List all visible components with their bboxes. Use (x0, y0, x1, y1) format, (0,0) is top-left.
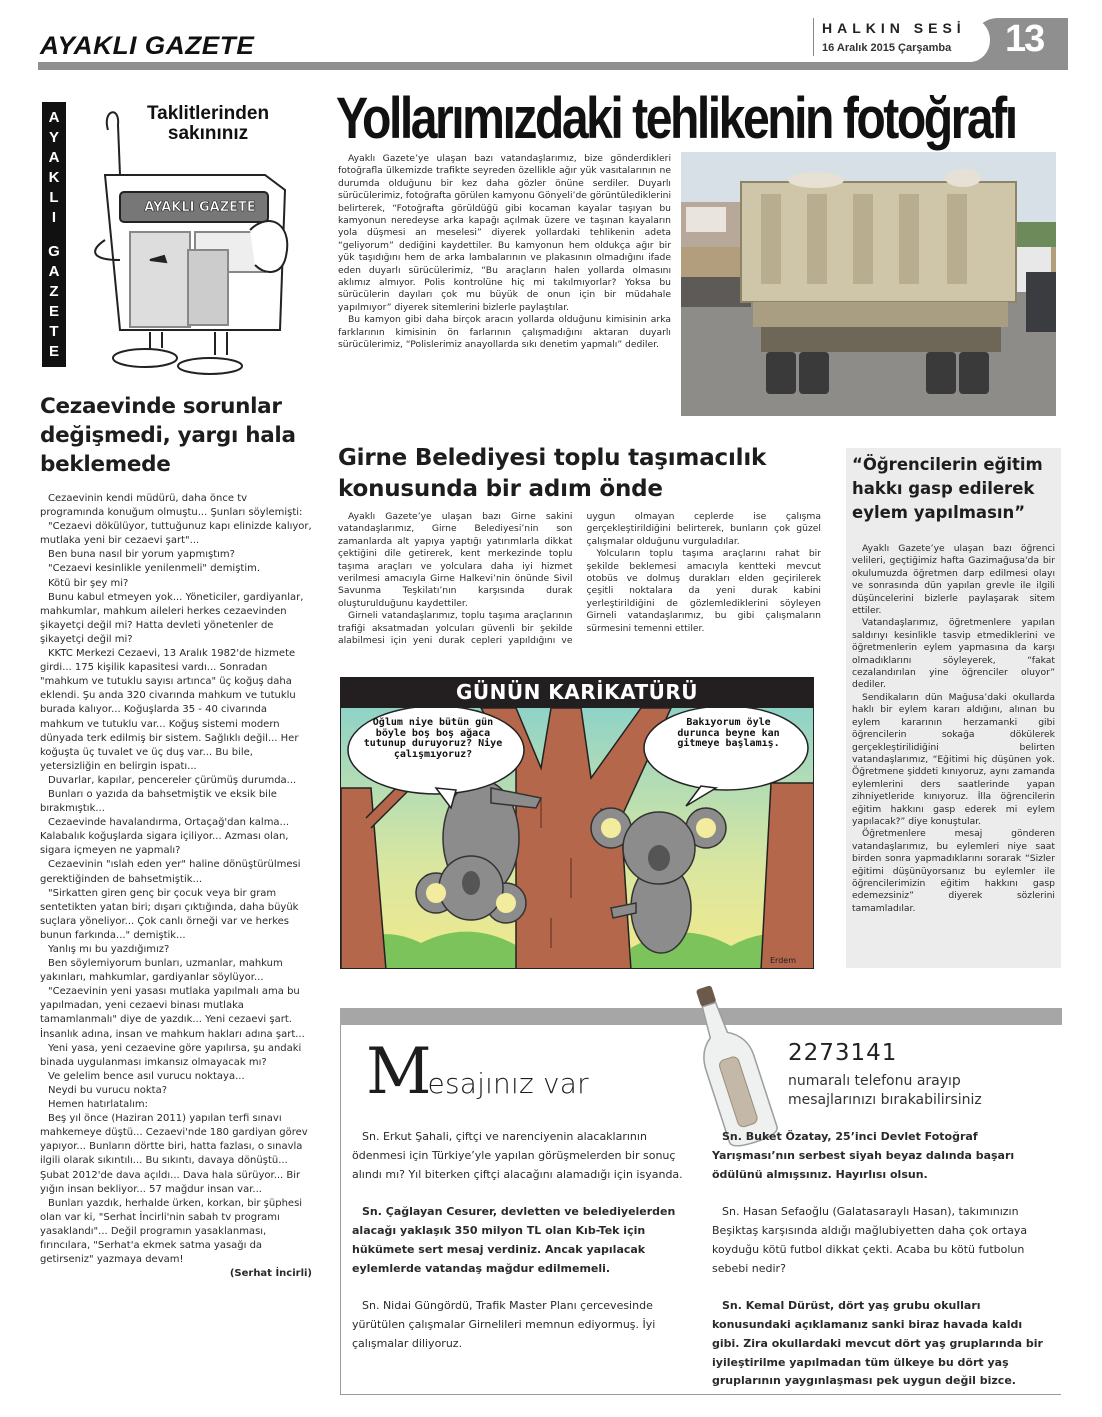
paragraph: "Cezaevi kesinlikle yenilenmeli" demiştim. (48, 563, 261, 575)
messages-phone-number: 2273141 (788, 1040, 898, 1066)
vertical-logo-letter: G (48, 243, 60, 260)
message-bottle-icon (675, 978, 785, 1148)
reader-message: Sn. Erkut Şahali, çiftçi ve narenciyenin alacaklarının ödenmesi için Türkiye’yle yapılan görüşmelerden bir sonuç alındı mı? Yıl biterken çiftçi alacağını alamadığı için isyanda. (352, 1130, 683, 1181)
reader-message: Sn. Nidai Güngördü, Trafik Master Planı çercevesinde yürütülen çalışmalar Girnelileri memnun ediyormuş. İyi çalışmalar diliyoruz. (352, 1299, 656, 1350)
paragraph: Ayaklı Gazete’ye ulaşan bazı vatandaşlarımız, bize gönderdikleri fotoğrafla ülkemizde trafikte seyreden özellikle ağır yük vasıtalarının ne durumda olduğunu bir kez daha gözler önüne serdiler. Duyarlı sürücülerimiz, fotoğrafta görülen kamyonu Gönyeli’de görüntülediklerini belirterek, “Fotoğrafta görüldüğü gibi kocaman kayalar taşıyan bu kamyonun neredeyse arka kapağı açılmak üzere ve taşınan kayaların yola düşmesi an meselesi” diyerek yollardaki tehlikenin adeta “geliyorum” dediğini kaydettiler. Bu kamyonun hem oldukça ağır bir yük taşıdığını hem de arka lambalarının ve plakasının olmadığını ifade eden duyarlı sürücülerimiz, “Bu araçların halen yollarda olmasını aklımız almıyor. Polis kontrolüne hiç mi takılmıyorlar? Yoksa bu sürücülerin dayıları çok mu büyük de onun için bir müdahale yapılmıyor” diyerek sitemlerini bizlerle paylaştılar. (338, 153, 671, 313)
vertical-logo-bar (42, 102, 66, 367)
paragraph: Ben söylemiyorum bunları, uzmanlar, mahkum yakınları, mahkumlar, gardiyanlar söylüyor... (40, 958, 283, 984)
reader-message: Sn. Buket Özatay, 25’inci Devlet Fotoğraf Yarışması’nın serbest siyah beyaz dalında başarı ödülünü almışsınız. Hayırlısı olsun. (712, 1130, 1015, 1181)
vertical-logo-letter: E (48, 343, 59, 360)
paragraph: Ben buna nasıl bir yorum yapmıştım? (48, 549, 235, 561)
section-title: AYAKLI GAZETE (40, 32, 255, 60)
paragraph: Sendikaların dün Mağusa’daki okullarda haklı bir eylem kararı aldığını, alınan bu eylem kararının herzamanki gibi öğrencilerin sokağa dökülerek gerçekleştirilidiğini belirten vatandaşlarımız, “Eğitimi hiç düşünen yok. Öğretmene şiddeti kınıyoruz, aynı zamanda eylemlerini ders saatlerinde yapan zihniyetleride kınıyoruz. İlla öğrencilerin eğitim hakkını gasp ederek mi eylem yapılacak?” diye konuştular. (852, 691, 1055, 827)
reader-message: Sn. Çağlayan Cesurer, devletten ve belediyelerden alacağı yaklaşık 350 milyon TL olan Kıb-Tek için hükümete sert mesaj verdiniz. Ancak yapılacak eylemlerde vatandaş mağdur edilmemeli. (352, 1205, 676, 1275)
paragraph: KKTC Merkezi Cezaevi, 13 Aralık 1982'de hizmete girdi... 175 kişilik kapasitesi vardı... Sonradan "mahkum ve tutuklu sayısı artınca" üç koğuş daha eklendi. Şu anda 320 civarında mahkum ve tutuklu burada kalıyor... Koğuşlarda 35 - 40 civarında mahkum ve tutuklu var... Koğuş sistemi modern dünyada terk edilmiş bir sistem. Sağlıklı değil... Her koğuşta üç tuvalet ve üç duş var... Bu bile, yetersizliğin en belirgin ispatı... (40, 648, 299, 772)
speech-bubble-left: Oğlum niye bütün gün böyle boş boş ağaca tutunup duruyoruz? Niye çalışmıyoruz? (363, 717, 503, 760)
vertical-logo-letter: I (51, 209, 57, 226)
paragraph: Kötü bir şey mi? (48, 577, 129, 589)
messages-instructions: numaralı telefonu arayıp mesajlarınızı bırakabilirsiniz (788, 1073, 982, 1108)
paragraph: Cezaevinin kendi müdürü, daha önce tv programında konuğum olmuştu... Şunları söylemişti: (40, 493, 303, 519)
paragraph: Öğretmenlere mesaj gönderen vatandaşlarımız, bu eylemleri niye saat birden sonra yapmadıklarını sorarak “Sizler eğitimi düşünüyorsanız bu eylemler ile öğrencilerimizin eğitim hakkını gasp edemezsiniz” diyerek sözlerini tamamladılar. (852, 828, 1055, 914)
cartoon-panel (340, 707, 814, 969)
messages-left-column (352, 1128, 692, 1372)
vertical-logo-letter: Z (49, 283, 59, 300)
paragraph: Duvarlar, kapılar, pencereler çürümüş durumda... (48, 774, 297, 786)
paragraph: Beş yıl önce (Haziran 2011) yapılan terfi sınavı mahkemeye düştü... Cezaevi'nde 180 gardiyan görev yapıyor... Bunların dörtte biri, hatta fazlası, o sınavla ilgili olarak sıkıntılı... Bu sıkıntı, davaya dönüştü... Şubat 2012'de dava açıldı... Dava hala sürüyor... Bir yığın insan bekliyor... 57 mağdur insan var... (40, 1113, 308, 1195)
vertical-logo-letter: A (48, 149, 60, 166)
paragraph: Bunları yazdık, herhalde ürken, korkan, bir şüphesi olan var ki, "Serhat İncirli'nin sabah tv programı yasaklandı"... Değil programın yasaklanması, fırıncılara, "Serhat'a ekmek satma yasağı da getirseniz" yazmaya devam! (40, 1197, 303, 1266)
vertical-logo-letter: E (48, 303, 59, 320)
paragraph: Cezaevinin "ıslah eden yer" haline dönüştürülmesi gerektiğinden de bahsetmiştik... (40, 859, 301, 885)
paragraph: Cezaevinde havalandırma, Ortaçağ'dan kalma... Kalabalık koğuşlarda sigara içiliyor... Azması olan, sigara içmeyen ne yapmalı? (40, 817, 290, 857)
header-divider (813, 18, 814, 56)
vertical-logo-letter: A (48, 263, 60, 280)
paragraph: "Cezaevi dökülüyor, tuttuğunuz kapı elinizde kalıyor, mutlaka yeni bir cezaevi şart"... (40, 521, 312, 547)
messages-title-initial: M (366, 1035, 428, 1109)
vertical-logo-letter: Y (48, 129, 59, 146)
speech-bubble-right: Bakıyorum öyle durunca beyne kan gitmeye başlamış. (677, 717, 780, 749)
paragraph: "Cezaevinin yeni yasası mutlaka yapılmalı ama bu yapılmadan, yeni cezaevi binası mutlaka tamamlanmalı" diye de yazdık... Yeni cezaevi şart. İnsanlık adına, insan ve mahkum hakları adına şart... (40, 986, 305, 1040)
prison-article-headline: Cezaevinde sorunlar değişmedi, yargı hala beklemede (40, 394, 296, 477)
paragraph: Bunu kabul etmeyen yok... Yöneticiler, gardiyanlar, mahkumlar, mahkum aileleri herkes cezaevinden şikayetçi değil mi? Hatta devleti yönetenler de şikayetçi değil mi? (40, 591, 304, 645)
vertical-logo-letter: K (48, 169, 60, 186)
paragraph: Bu kamyon gibi daha birçok aracın yollarda olduğunu kimisinin arka farklarının kimisinin ön farlarının çalışmadığını aktaran duyarlı sürücülerimiz, “Polislerimiz anayollarda sıkı denetim yapmalı” dediler. (338, 314, 671, 351)
messages-title (366, 1035, 589, 1109)
paragraph: Ve gelelim bence asıl vurucu noktaya... (48, 1070, 245, 1082)
prison-article-body (40, 492, 312, 1281)
paragraph: Girneli vatandaşlarımız, toplu taşıma araçlarının trafiği aksatmadan yolcuları güvenli bir şekilde alabilmesi için yeni durak cepleri yapıldığını ve uygun olmayan ceplerde ise çalışma gerçekleştirildiğini belirterek, bunların çok güzel çalışmalar olduğunu vurguladılar. (338, 511, 821, 647)
paragraph: Yanlış mı bu yazdığımız? (48, 944, 170, 955)
main-article-body (338, 153, 671, 352)
messages-right-column (712, 1128, 1052, 1410)
paragraph: Neydi bu vurucu nokta? (48, 1084, 168, 1096)
header-bar (38, 62, 1068, 70)
logo-tagline: Taklitlerinden sakınınız (146, 103, 270, 144)
reader-message: Sn. Hasan Sefaoğlu (Galatasaraylı Hasan), takımınızın Beşiktaş karşısında aldığı mağlubiyetten daha çok ortaya koyduğu kötü futbol dikkat çekti. Acaba bu kötü futbolun sebebi nedir? (712, 1205, 1028, 1275)
page-number: 13 (1005, 18, 1044, 60)
paragraph: Yeni yasa, yeni cezaevine göre yapılırsa, şu andaki binada uygulanması imkansız olmayacak mı? (40, 1042, 302, 1068)
paragraph: Ayaklı Gazete’ye ulaşan bazı öğrenci velileri, geçtiğimiz hafta Gazimağusa'da bir okulumuzda öğretmen darp edilmesi olayı ve sonrasında dün yapılan grevle ile ilgili düşüncelerini bizlerle paylaşarak sitem ettiler. (852, 543, 1055, 617)
author-signature: (Serhat İncirli) (229, 1268, 312, 1280)
student-article-body (852, 543, 1055, 915)
issue-date: 16 Aralık 2015 Çarşamba (822, 42, 952, 54)
vertical-logo-letter: T (49, 323, 59, 340)
paragraph: Yolcuların toplu taşıma araçlarını rahat bir şekilde beklemesi amacıyla kentteki mevcut otobüs ve dolmuş durakları elden geçirilerek çeşitli noktalara da yeni durak kabini yerleştirildiğini de gözlemlediklerini söyleyen Girneli vatandaşlarımız, bu gibi çalışmaların sürmesini temenni ettiler. (586, 548, 821, 634)
artist-signature: Erdem (770, 956, 796, 965)
logo-masthead: AYAKLI GAZETE (144, 200, 256, 215)
cartoon-title: GÜNÜN KARİKATÜRÜ (340, 677, 814, 707)
student-article-headline: “Öğrencilerin eğitim hakkı gasp edilerek eylem yapılmasın” (852, 455, 1043, 522)
paragraph: Vatandaşlarımız, öğretmenlere yapılan saldırıyı kesinlikle tasvip etmediklerini ve öğretmenlerin eylem yapmasına da karşı olmadıklarını söyleyerek, “fakat cezalandırılan yine öğrenciler oluyor” dediler. (852, 617, 1055, 691)
girne-article-body (338, 511, 821, 647)
main-headline: Yollarımızdaki tehlikenin fotoğrafı (336, 86, 1016, 151)
truck-photo (681, 152, 1056, 416)
paragraph: Bunları o yazıda da bahsetmiştik ve eksik bile bırakmıştık... (40, 788, 277, 815)
paragraph: Hemen hatırlatalım: (48, 1099, 148, 1111)
vertical-logo-letter (42, 228, 66, 242)
reader-message: Sn. Kemal Dürüst, dört yaş grubu okulları konusundaki açıklamanız sanki biraz havada kaldı gibi. Zira okullardaki mevcut dört yaş gruplarında bir iyileştirilme yapılmadan tüm ülkeye bu dört yaş gruplarının yaygınlaşması pek uygun değil bizce. (712, 1299, 1043, 1388)
vertical-logo-letter: A (48, 109, 60, 126)
messages-title-rest: esajınız var (427, 1067, 589, 1100)
girne-article-headline: Girne Belediyesi toplu taşımacılık konusunda bir adım önde (338, 445, 767, 502)
paragraph: Ayaklı Gazete’ye ulaşan bazı Girne sakini vatandaşlarımız, Girne Belediyesi’nin son zamanlarda alt yapıya yaptığı yatırımlarla dikkat çektiğini dile getirerek, kent merkezinde toplu taşıma araçları ve yolculara daha iyi hizmet verilmesi amacıyla Girne Halkevi’nin önünde Sivil Savunma Teşkilatı’nın karşısında durak oluşturulduğunu kaydettiler. (338, 511, 573, 609)
newspaper-name: HALKIN SESİ (822, 20, 966, 36)
paragraph: "Sirkatten giren genç bir çocuk veya bir gram sentetikten yatan biri; dışarı çıktığında, daha büyük suçlara yöneliyor... Çok canlı örneği var ve herkes bunun farkında..." demiştik... (40, 887, 299, 941)
vertical-logo-letter: L (49, 189, 59, 206)
